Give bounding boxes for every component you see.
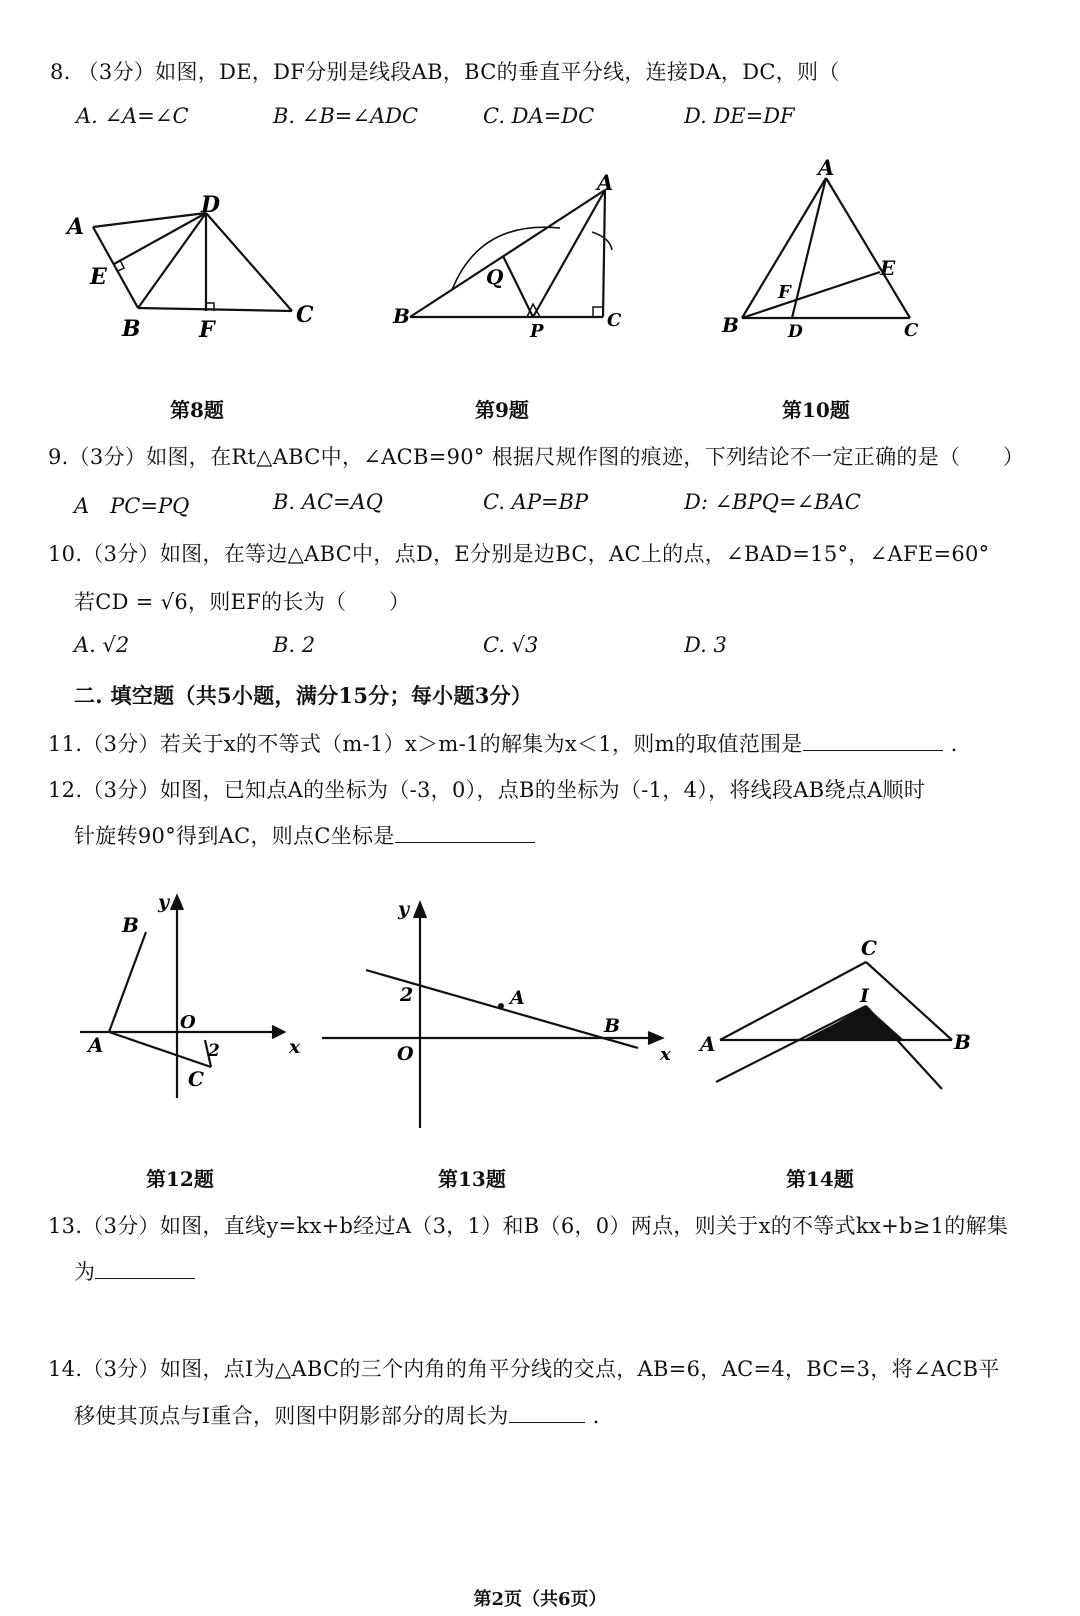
page-footer: 第2页（共6页） bbox=[473, 1589, 607, 1610]
q13-text2: 为 bbox=[74, 1260, 96, 1284]
q9-option-b: B. AC=AQ bbox=[273, 490, 383, 514]
fig13-label-x: x bbox=[660, 1044, 671, 1065]
shaded-region bbox=[803, 1006, 904, 1040]
fig12-label-b: B bbox=[122, 913, 139, 937]
q14-text2: 移使其顶点与I重合，则图中阴影部分的周长为 bbox=[74, 1404, 509, 1428]
caption-fig12: 第12题 bbox=[146, 1167, 214, 1191]
q8-option-b: B. ∠B=∠ADC bbox=[273, 104, 419, 128]
fig13-label-o: O bbox=[397, 1043, 414, 1065]
q9-option-d: D: ∠BPQ=∠BAC bbox=[684, 490, 861, 514]
q14-stem-line2 bbox=[74, 1400, 600, 1430]
shifted-arm-left bbox=[716, 1006, 866, 1082]
fig10-label-d: D bbox=[788, 322, 803, 342]
q10-stem-line2: 若CD = √6，则EF的长为（ ） bbox=[74, 590, 411, 614]
fig10-label-a: A bbox=[818, 155, 835, 180]
q10-option-a: A. √2 bbox=[74, 633, 130, 657]
fig9-label-b: B bbox=[393, 304, 410, 328]
fig9-label-q: Q bbox=[486, 265, 504, 289]
fig9-label-p: P bbox=[530, 321, 544, 342]
fig10-label-f: F bbox=[778, 282, 791, 303]
caption-fig9: 第9题 bbox=[475, 398, 529, 422]
q10-option-b: B. 2 bbox=[273, 633, 316, 657]
fig14-label-c: C bbox=[861, 936, 877, 960]
fig12-label-y: y bbox=[158, 891, 170, 913]
q12-stem: 12.（3分）如图，已知点A的坐标为（-3，0），点B的坐标为（-1，4），将线段AB绕点A顺时 bbox=[48, 778, 926, 802]
fig12-label-x: x bbox=[289, 1036, 301, 1058]
fig12-label-2: 2 bbox=[208, 1041, 220, 1061]
caption-fig8: 第8题 bbox=[170, 398, 224, 422]
caption-fig14: 第14题 bbox=[786, 1167, 854, 1191]
fig13-label-b: B bbox=[604, 1015, 621, 1037]
q11-end: . bbox=[950, 732, 958, 756]
q13-stem: 13.（3分）如图，直线y=kx+b经过A（3，1）和B（6，0）两点，则关于x的不等式kx+b≥1的解集 bbox=[48, 1214, 1009, 1238]
q9-stem: 9.（3分）如图，在Rt△ABC中，∠ACB=90° 根据尺规作图的痕迹，下列结论不一定正确的是（ ） bbox=[48, 445, 1025, 469]
fig9-label-c: C bbox=[607, 310, 622, 331]
fig10-label-c: C bbox=[904, 320, 919, 341]
q10-stem: 10.（3分）如图，在等边△ABC中，点D，E分别是边BC，AC上的点，∠BAD=15°，∠AFE=60° bbox=[48, 542, 990, 566]
q8-option-d: D. DE=DF bbox=[684, 104, 795, 128]
fig10-label-b: B bbox=[722, 313, 739, 337]
q12-text2: 针旋转90°得到AC，则点C坐标是 bbox=[74, 824, 395, 848]
fig10-label-e: E bbox=[880, 256, 896, 280]
fig12-label-c: C bbox=[188, 1067, 204, 1091]
fig13-label-2: 2 bbox=[400, 984, 414, 1006]
q14-stem: 14.（3分）如图，点I为△ABC的三个内角的角平分线的交点，AB=6，AC=4，BC=3，将∠ACB平 bbox=[48, 1357, 1000, 1381]
fig14-label-b: B bbox=[954, 1030, 971, 1054]
fig12-label-a: A bbox=[88, 1033, 104, 1057]
fig14-label-i: I bbox=[860, 985, 869, 1007]
fig12-label-o: O bbox=[180, 1012, 196, 1033]
q11-text: 11.（3分）若关于x的不等式（m-1）x＞m-1的解集为x＜1，则m的取值范围是 bbox=[48, 732, 803, 756]
q13-stem-line2 bbox=[74, 1256, 195, 1286]
q14-answer-blank[interactable] bbox=[509, 1421, 585, 1423]
fig8-label-a: A bbox=[67, 214, 85, 240]
caption-fig10: 第10题 bbox=[782, 398, 850, 422]
fig13-label-y: y bbox=[398, 898, 410, 920]
q8-option-a: A. ∠A=∠C bbox=[76, 104, 189, 128]
q8-stem: 8. （3分）如图，DE，DF分别是线段AB，BC的垂直平分线，连接DA，DC，则（ bbox=[50, 60, 840, 84]
q8-option-c: C. DA=DC bbox=[483, 104, 595, 128]
q13-answer-blank[interactable] bbox=[95, 1277, 195, 1279]
fig8-label-b: B bbox=[122, 316, 141, 342]
caption-fig13: 第13题 bbox=[438, 1167, 506, 1191]
fig8-label-e: E bbox=[90, 264, 107, 290]
fig14-label-a: A bbox=[700, 1032, 716, 1056]
fig9-label-a: A bbox=[597, 170, 614, 195]
section-heading-fill-in: 二. 填空题（共5小题，满分15分；每小题3分） bbox=[74, 683, 533, 708]
fig8-label-d: D bbox=[201, 192, 221, 218]
q14-end: . bbox=[592, 1404, 600, 1428]
q9-option-a: A PC=PQ bbox=[74, 494, 190, 518]
fig8-label-c: C bbox=[296, 302, 314, 328]
fig13-label-a: A bbox=[510, 987, 525, 1009]
q10-option-c: C. √3 bbox=[483, 633, 539, 657]
q9-option-c: C. AP=BP bbox=[483, 490, 589, 514]
fig8-label-f: F bbox=[199, 317, 215, 343]
q10-option-d: D. 3 bbox=[684, 633, 727, 657]
